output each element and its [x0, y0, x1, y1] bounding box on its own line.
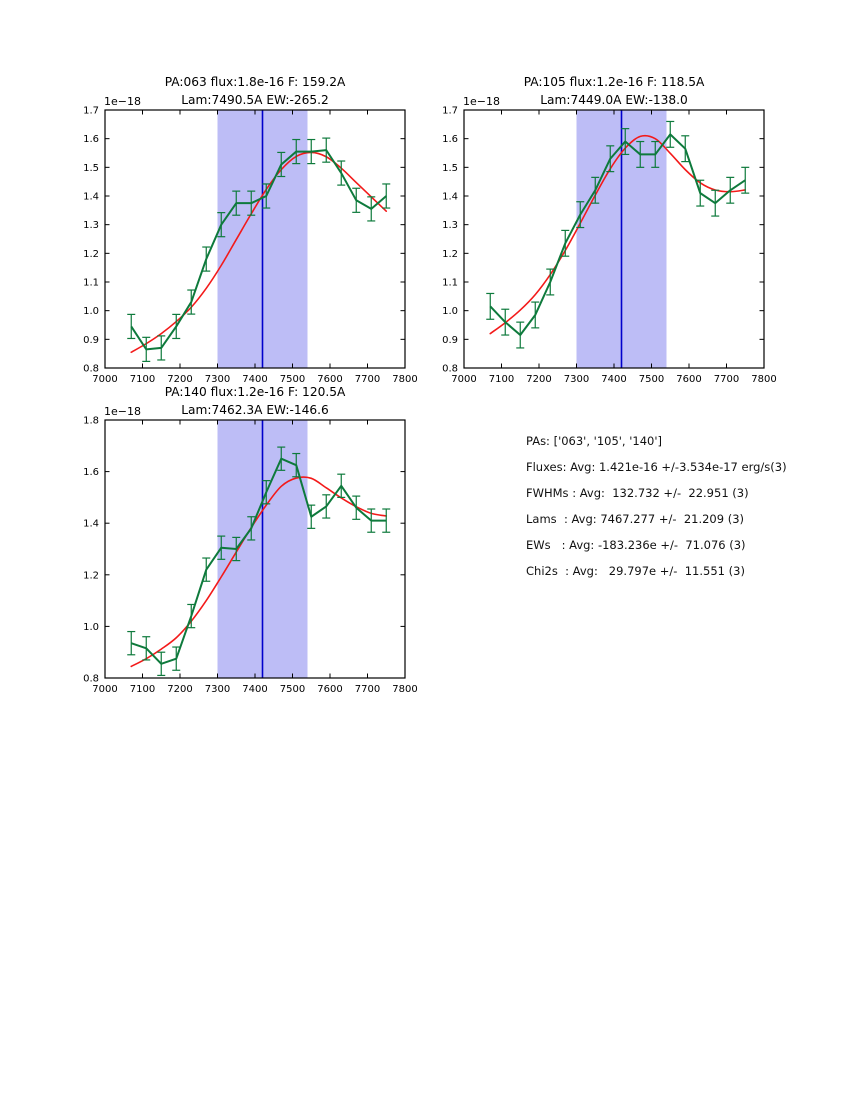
y-tick-label: 1.1: [442, 277, 458, 289]
x-tick-label: 7100: [488, 374, 515, 385]
y-tick-label: 1.0: [442, 306, 458, 318]
x-tick-label: 7400: [242, 684, 268, 695]
stats-panel: [526, 428, 787, 584]
y-tick-label: 1.7: [83, 105, 99, 117]
y-tick-label: 1.6: [83, 134, 99, 146]
y-tick-label: 1.5: [83, 162, 99, 174]
y-tick-label: 1.4: [83, 191, 99, 203]
plot-title-line1: PA:105 flux:1.2e-16 F: 118.5A: [523, 75, 705, 89]
chart-pa140: [50, 365, 430, 705]
x-tick-label: 7100: [129, 684, 156, 695]
y-tick-label: 1.6: [83, 467, 99, 479]
y-tick-label: 1.2: [83, 248, 99, 260]
stats-line-fwhms: FWHMs : Avg: 132.732 +/- 22.951 (3): [526, 486, 749, 500]
x-tick-label: 7700: [354, 684, 381, 695]
y-tick-label: 0.8: [442, 363, 458, 375]
y-tick-label: 1.3: [83, 220, 99, 232]
x-tick-label: 7700: [713, 374, 740, 385]
x-tick-label: 7600: [317, 374, 343, 385]
plot-title-line2: Lam:7462.3A EW:-146.6: [181, 403, 329, 417]
x-tick-label: 7200: [526, 374, 552, 385]
y-tick-label: 1.6: [442, 134, 458, 146]
x-tick-label: 7100: [129, 374, 156, 385]
y-tick-label: 1.8: [83, 415, 99, 427]
y-tick-label: 1.0: [83, 306, 99, 318]
y-tick-label: 1.4: [442, 191, 458, 203]
x-tick-label: 7300: [563, 374, 590, 385]
x-tick-label: 7700: [354, 374, 381, 385]
y-axis-offset-label: 1e−18: [463, 95, 500, 108]
stats-line-chi2s: Chi2s : Avg: 29.797e +/- 11.551 (3): [526, 564, 745, 578]
y-tick-label: 1.4: [83, 518, 99, 530]
x-tick-label: 7400: [242, 374, 268, 385]
y-tick-label: 1.3: [442, 220, 458, 232]
chart-pa063: [50, 55, 430, 395]
stats-line-ews: EWs : Avg: -183.236e +/- 71.076 (3): [526, 538, 746, 552]
x-tick-label: 7000: [451, 374, 477, 385]
plot-title-line2: Lam:7490.5A EW:-265.2: [181, 93, 329, 107]
plot-title-line1: PA:063 flux:1.8e-16 F: 159.2A: [164, 75, 346, 89]
x-tick-label: 7800: [751, 374, 777, 385]
stats-line-lams: Lams : Avg: 7467.277 +/- 21.209 (3): [526, 512, 745, 526]
x-tick-label: 7600: [317, 684, 343, 695]
stats-line-pas: PAs: ['063', '105', '140']: [526, 434, 663, 448]
y-tick-label: 1.1: [83, 277, 99, 289]
x-tick-label: 7200: [167, 684, 193, 695]
x-tick-label: 7800: [392, 374, 418, 385]
x-tick-label: 7500: [279, 684, 306, 695]
x-tick-label: 7500: [279, 374, 306, 385]
plot-title-line2: Lam:7449.0A EW:-138.0: [540, 93, 688, 107]
y-tick-label: 0.8: [83, 673, 99, 685]
plot-title-line1: PA:140 flux:1.2e-16 F: 120.5A: [164, 385, 346, 399]
x-tick-label: 7300: [204, 374, 231, 385]
y-tick-label: 1.2: [83, 570, 99, 582]
x-tick-label: 7400: [601, 374, 627, 385]
x-tick-label: 7300: [204, 684, 231, 695]
y-tick-label: 1.7: [442, 105, 458, 117]
y-axis-offset-label: 1e−18: [104, 405, 141, 418]
y-tick-label: 1.0: [83, 621, 99, 633]
stats-line-fluxes: Fluxes: Avg: 1.421e-16 +/-3.534e-17 erg/s(3): [526, 460, 787, 474]
chart-pa105: [409, 55, 789, 395]
x-tick-label: 7000: [92, 374, 118, 385]
x-tick-label: 7600: [676, 374, 702, 385]
y-tick-label: 1.2: [442, 248, 458, 260]
y-tick-label: 0.8: [83, 363, 99, 375]
y-tick-label: 0.9: [83, 334, 99, 346]
y-axis-offset-label: 1e−18: [104, 95, 141, 108]
x-tick-label: 7000: [92, 684, 118, 695]
x-tick-label: 7200: [167, 374, 193, 385]
x-tick-label: 7500: [638, 374, 665, 385]
y-tick-label: 1.5: [442, 162, 458, 174]
x-tick-label: 7800: [392, 684, 418, 695]
y-tick-label: 0.9: [442, 334, 458, 346]
